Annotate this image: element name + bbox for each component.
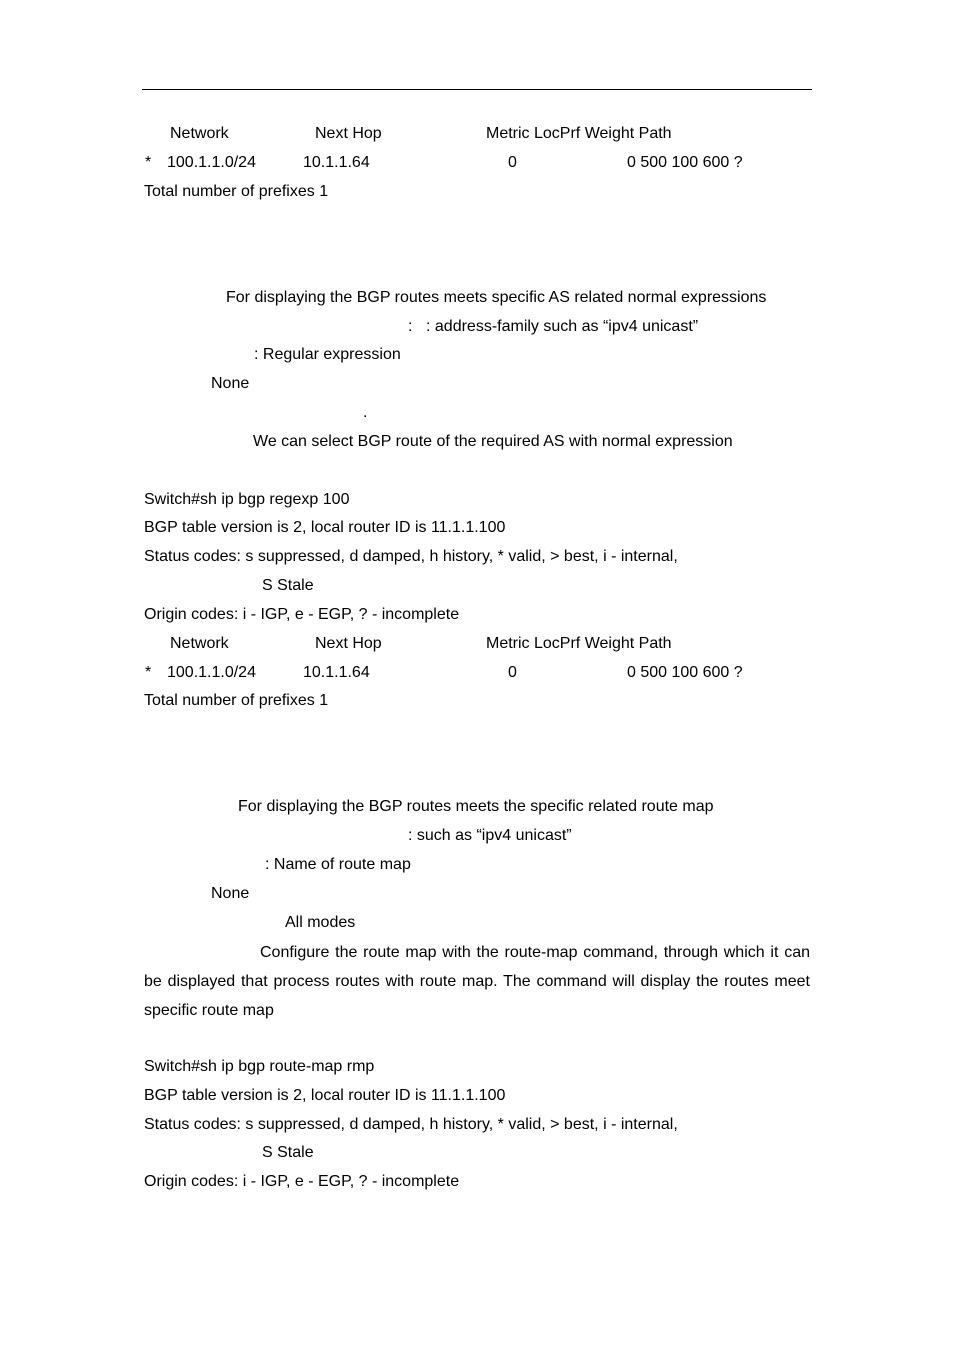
- regexp-example-command: Switch#sh ip bgp regexp 100: [144, 491, 350, 508]
- regexp-param-colon: :: [408, 318, 413, 335]
- regexp-table-header-metric-cols: Metric LocPrf Weight Path: [486, 635, 672, 652]
- table-header-next-hop: Next Hop: [315, 125, 382, 142]
- routemap-example-version: BGP table version is 2, local router ID is 11.1.1.100: [144, 1087, 506, 1104]
- table-row-next-hop: 10.1.1.64: [303, 154, 370, 171]
- regexp-table-row-weight-path: 0 500 100 600 ?: [627, 664, 743, 681]
- table-total: Total number of prefixes 1: [144, 183, 329, 200]
- regexp-usage: We can select BGP route of the required AS with normal expression: [253, 433, 733, 450]
- regexp-table-row-network: 100.1.1.0/24: [167, 664, 256, 681]
- routemap-example-status-codes: Status codes: s suppressed, d damped, h history, * valid, > best, i - internal,: [144, 1116, 678, 1133]
- routemap-param-address-family: : such as “ipv4 unicast”: [408, 827, 572, 844]
- header-rule: [142, 89, 812, 90]
- regexp-table-row-status: *: [145, 664, 152, 681]
- table-row-network: 100.1.1.0/24: [167, 154, 256, 171]
- regexp-table-header-network: Network: [170, 635, 229, 652]
- routemap-function: For displaying the BGP routes meets the specific related route map: [238, 798, 714, 815]
- regexp-example-origin-codes: Origin codes: i - IGP, e - EGP, ? - incomplete: [144, 606, 460, 623]
- routemap-usage: Configure the route map with the route-map command, through which it can be displayed that process routes with route map. The command will display the routes meet specific route map: [144, 944, 810, 1019]
- routemap-usage-paragraph: [144, 938, 810, 1025]
- table-header-network: Network: [170, 125, 229, 142]
- routemap-default: None: [211, 885, 250, 902]
- routemap-example-stale: S Stale: [262, 1144, 314, 1161]
- table-row-weight-path: 0 500 100 600 ?: [627, 154, 743, 171]
- regexp-default: None: [211, 375, 250, 392]
- table-row-metric: 0: [508, 154, 517, 171]
- regexp-param-regexp: : Regular expression: [254, 346, 401, 363]
- regexp-mode: .: [363, 404, 368, 421]
- routemap-mode: All modes: [285, 914, 356, 931]
- regexp-example-version: BGP table version is 2, local router ID is 11.1.1.100: [144, 519, 506, 536]
- regexp-table-total: Total number of prefixes 1: [144, 692, 329, 709]
- regexp-example-stale: S Stale: [262, 577, 314, 594]
- regexp-table-header-next-hop: Next Hop: [315, 635, 382, 652]
- regexp-example-status-codes: Status codes: s suppressed, d damped, h history, * valid, > best, i - internal,: [144, 548, 678, 565]
- routemap-example-origin-codes: Origin codes: i - IGP, e - EGP, ? - incomplete: [144, 1173, 460, 1190]
- table-header-metric-cols: Metric LocPrf Weight Path: [486, 125, 672, 142]
- routemap-param-name: : Name of route map: [265, 856, 411, 873]
- table-row-status: *: [145, 154, 152, 171]
- regexp-table-row-metric: 0: [508, 664, 517, 681]
- regexp-table-row-next-hop: 10.1.1.64: [303, 664, 370, 681]
- regexp-function: For displaying the BGP routes meets specific AS related normal expressions: [226, 289, 767, 306]
- routemap-example-command: Switch#sh ip bgp route-map rmp: [144, 1058, 375, 1075]
- regexp-param-address-family: : address-family such as “ipv4 unicast”: [426, 318, 699, 335]
